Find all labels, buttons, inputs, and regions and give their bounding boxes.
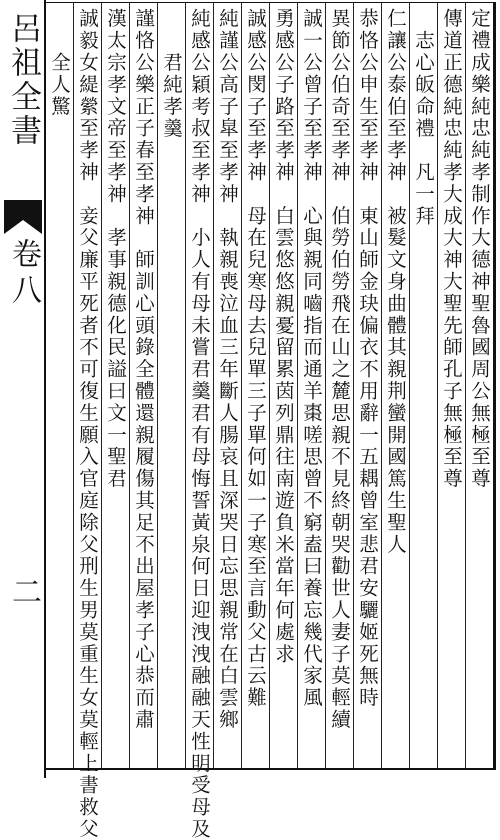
column-text: 恭恪公申生至孝神 東山師金玦偏衣不用辭一五耦曾室悲君安驪姬死無時 (356, 8, 379, 709)
column-text: 謹恪公樂正子春至孝神 師訓心頭錄全體還親履傷其足不出屋孝子心恭而肅 (132, 8, 155, 731)
column-text: 純謹公高子皐至孝神 執親喪泣血三年斷人腸哀且深哭日忘思親常在白雲鄉 (216, 8, 239, 731)
text-column (409, 2, 437, 768)
column-text: 傳道正德純忠純孝大成大神大聖先師孔子無極至尊 (440, 8, 463, 490)
column-text: 純感公穎考叔至孝神 小人有母未嘗君羹君有母悔誓黃泉何日迎洩洩融融天性明受母及 (188, 8, 211, 840)
column-text: 勇感公子路至孝神 白雲悠悠親憂留累茵列鼎往南遊負米當年何處求 (272, 8, 295, 665)
text-column (353, 2, 381, 768)
text-column (213, 2, 241, 768)
text-column (325, 2, 353, 768)
text-column (465, 2, 493, 768)
column-text: 全人驚 (48, 52, 71, 118)
text-column (73, 2, 101, 840)
text-column (437, 2, 465, 768)
page-number: 二 (6, 576, 41, 606)
text-column (46, 2, 73, 768)
text-column (157, 2, 185, 768)
text-column (185, 2, 213, 840)
column-text: 誠感公閔子至孝神 母在兒寒母去兒單三子單何如一子寒至言動父古云難 (244, 8, 267, 709)
column-text: 君純孝羹 (160, 52, 183, 140)
text-column (129, 2, 157, 768)
volume-label: 卷八 (6, 238, 41, 310)
column-text: 漢太宗孝文帝至孝神 孝事親德化民謚曰文一聖君 (104, 8, 127, 490)
column-text: 志心皈命禮 凡一拜 (412, 30, 435, 228)
text-column (297, 2, 325, 768)
column-text: 定禮成樂純忠純孝制作大德神聖魯國周公無極至尊 (468, 8, 491, 490)
column-text: 仁讓公泰伯至孝神 被髮文身曲體其親荆蠻開國篤生聖人 (384, 8, 407, 556)
text-column (381, 2, 409, 768)
text-column (101, 2, 129, 768)
page-margin (0, 0, 44, 778)
text-column (269, 2, 297, 768)
column-text: 誠毅女緹縈至孝神 妾父廉平死者不可復生願入官庭除父刑生男莫重生女莫輕上書救父 (76, 8, 99, 840)
text-column (241, 2, 269, 768)
text-columns (46, 2, 493, 840)
fish-tail-icon (4, 200, 42, 234)
book-title: 呂祖全書 (5, 12, 41, 148)
column-text: 異節公伯奇至孝神 伯勞伯勞飛在山之麓思親不見終朝哭勸世人妻子莫輕續 (328, 8, 351, 731)
column-text: 誠一公曾子至孝神 心與親同嚙指而通羊棗嗟思曾不窮盍曰養忘幾代家風 (300, 8, 323, 709)
